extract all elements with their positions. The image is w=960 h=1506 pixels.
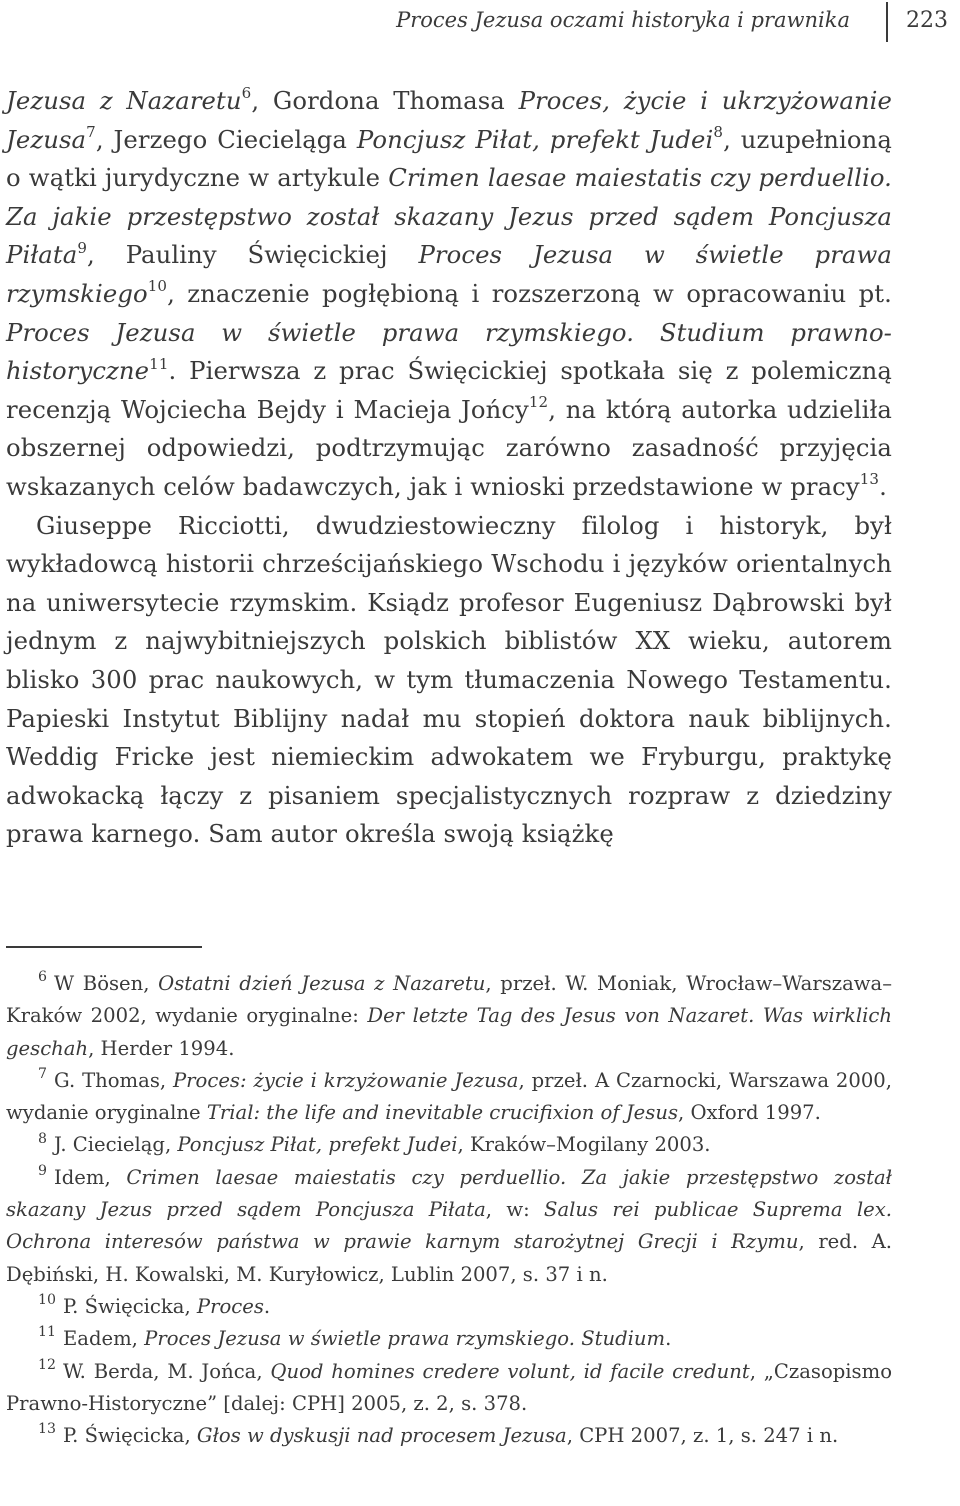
text-span: Proces, życie i ukrzyżowanie Jezusa xyxy=(6,86,892,154)
footnote-ref-12[interactable]: 12 xyxy=(528,393,549,412)
footnote-number: 12 xyxy=(38,1356,56,1373)
footnote-ref-7[interactable]: 7 xyxy=(86,123,96,141)
footnote-text: Idem, xyxy=(53,1165,127,1189)
footnote-number: 9 xyxy=(38,1162,47,1179)
footnote-text: , Oxford 1997. xyxy=(678,1101,821,1125)
footnote-text: , Kraków–Mogilany 2003. xyxy=(457,1133,711,1157)
footnote-number: 7 xyxy=(38,1065,47,1082)
paragraph-2: Giuseppe Ricciotti, dwudziestowieczny filolog i historyk, był wykładowcą historii chrześcijańskiego Wschodu i języków orientalnych na uniwersytecie rzymskim. Ksiądz profesor Eugeniusz Dąbrowski był jednym z najwybitniejszych polskich biblistów XX wieku, autorem blisko 300 prac naukowych, w tym tłumaczenia Nowego Testamentu. Papieski Instytut Biblijny nadał mu stopień doktora nauk biblijnych. Weddig Fricke jest niemieckim adwokatem we Fryburgu, praktykę adwokacką łączy z pisaniem specjalistycznych rozpraw z dziedziny prawa karnego. Sam autor określa swoją książkę xyxy=(6,510,892,849)
text-span: , Jerzego Ciecieląga xyxy=(95,124,357,154)
text-span: Proces Jezusa w świetle prawa rzymskiego. Studium prawno-historyczne xyxy=(6,317,892,386)
text-span: Proces Jezusa w świetle prawa rzymskiego xyxy=(6,240,892,308)
footnote-10 xyxy=(6,1291,892,1323)
main-text xyxy=(6,82,892,854)
footnote-text: W Bösen, xyxy=(53,972,159,995)
footnote-text: , przeł. W. Moniak, Wrocław–Warszawa–Kraków 2002, wydanie oryginalne: xyxy=(6,972,893,1028)
footnote-text: Poncjusz Piłat, prefekt Judei xyxy=(177,1133,458,1157)
footnote-text: Głos w dyskusji nad procesem Jezusa xyxy=(196,1424,567,1448)
footnote-text: Trial: the life and inevitable crucifixion of Jesus xyxy=(206,1101,678,1125)
footnote-text: , przeł. A Czarnocki, Warszawa 2000, wydanie oryginalne xyxy=(6,1068,893,1125)
text-span: , znaczenie pogłębioną i rozszerzoną w opracowaniu pt. xyxy=(167,278,892,308)
footnote-6 xyxy=(6,968,892,1065)
footnote-text: , w: xyxy=(485,1198,545,1222)
text-span: . xyxy=(879,471,887,501)
footnote-text: Salus rei publicae Suprema lex. Ochrona interesów państwa w prawie karnym starożytnej Grecji i Rzymu xyxy=(6,1198,893,1254)
footnote-number: 6 xyxy=(38,969,47,986)
footnote-8 xyxy=(6,1129,892,1161)
running-title: Proces Jezusa oczami historyka i prawnika xyxy=(396,8,850,32)
footnote-text: Quod homines credere volunt, id facile credunt xyxy=(270,1359,750,1383)
page-number: 223 xyxy=(906,8,948,33)
footnote-text: , „Czasopismo Prawno-Historyczne” [dalej: CPH] 2005, z. 2, s. 378. xyxy=(6,1359,892,1415)
footnote-9 xyxy=(6,1162,892,1291)
footnotes-section xyxy=(6,968,892,1452)
footnote-ref-6[interactable]: 6 xyxy=(241,84,252,103)
footnote-ref-13[interactable]: 13 xyxy=(859,470,880,489)
footnote-text: Ostatni dzień Jezusa z Nazaretu xyxy=(158,972,486,995)
footnote-text: Proces xyxy=(196,1294,264,1318)
footnote-13 xyxy=(6,1420,892,1452)
text-span: Poncjusz Piłat, prefekt Judei xyxy=(356,124,714,154)
paragraph-1 xyxy=(6,82,892,507)
footnote-separator xyxy=(6,946,202,948)
footnote-ref-10[interactable]: 10 xyxy=(147,277,168,296)
text-span: Jezusa z Nazaretu xyxy=(6,86,242,115)
footnote-text: Proces Jezusa w świetle prawa rzymskiego. Studium xyxy=(144,1327,666,1351)
footnote-text: , red. A. Dębiński, H. Kowalski, M. Kuryłowicz, Lublin 2007, s. 37 i n. xyxy=(6,1230,893,1286)
footnote-text: , Herder 1994. xyxy=(88,1036,235,1060)
footnote-text: . xyxy=(263,1294,271,1318)
text-span: , na którą autorka udzieliła obszernej odpowiedzi, podtrzymując zarówno zasadność przyjęcia wskazanych celów badawczych, jak i wnioski przedstawione w pracy xyxy=(6,394,893,501)
footnote-number: 10 xyxy=(38,1292,56,1309)
page-header xyxy=(0,0,960,48)
footnote-ref-11[interactable]: 11 xyxy=(149,354,169,373)
footnote-11 xyxy=(6,1323,892,1355)
footnote-text: J. Ciecieląg, xyxy=(53,1133,178,1157)
footnote-text: Proces: życie i krzyżowanie Jezusa xyxy=(173,1068,519,1092)
footnote-number: 13 xyxy=(38,1421,56,1438)
footnote-number: 8 xyxy=(38,1130,47,1147)
footnote-text: Crimen laesae maiestatis czy perduellio. Za jakie przestępstwo został skazany Jezus przed sądem Poncjusza Piłata xyxy=(6,1165,892,1222)
text-span: , Gordona Thomasa xyxy=(251,86,519,115)
text-span: . Pierwsza z prac Święcickiej spotkała się z polemiczną recenzją Wojciecha Bejdy i Macieja Jońcy xyxy=(6,356,892,424)
footnote-text: P. Święcicka, xyxy=(62,1424,197,1448)
footnote-text: Eadem, xyxy=(62,1327,145,1351)
footnote-text: , CPH 2007, z. 1, s. 247 i n. xyxy=(566,1424,839,1448)
text-span: Crimen laesae maiestatis czy perduellio. Za jakie przestępstwo został skazany Jezus przed sądem Poncjusza Piłata xyxy=(6,163,892,270)
footnote-number: 11 xyxy=(38,1324,56,1341)
footnote-text: W. Berda, M. Jońca, xyxy=(62,1359,271,1383)
footnote-12 xyxy=(6,1356,892,1421)
footnote-text: G. Thomas, xyxy=(53,1068,173,1092)
footnote-text: . xyxy=(665,1327,672,1351)
header-divider xyxy=(886,2,888,42)
footnote-ref-8[interactable]: 8 xyxy=(713,123,724,141)
text-span: , uzupełnioną o wątki jurydyczne w artykule xyxy=(6,124,892,193)
footnote-ref-9[interactable]: 9 xyxy=(77,238,88,257)
footnote-7 xyxy=(6,1065,892,1130)
text-span: , Pauliny Święcickiej xyxy=(87,240,419,270)
footnote-text: P. Święcicka, xyxy=(62,1294,197,1318)
footnote-text: Der letzte Tag des Jesus von Nazaret. Was wirklich geschah xyxy=(6,1004,892,1060)
